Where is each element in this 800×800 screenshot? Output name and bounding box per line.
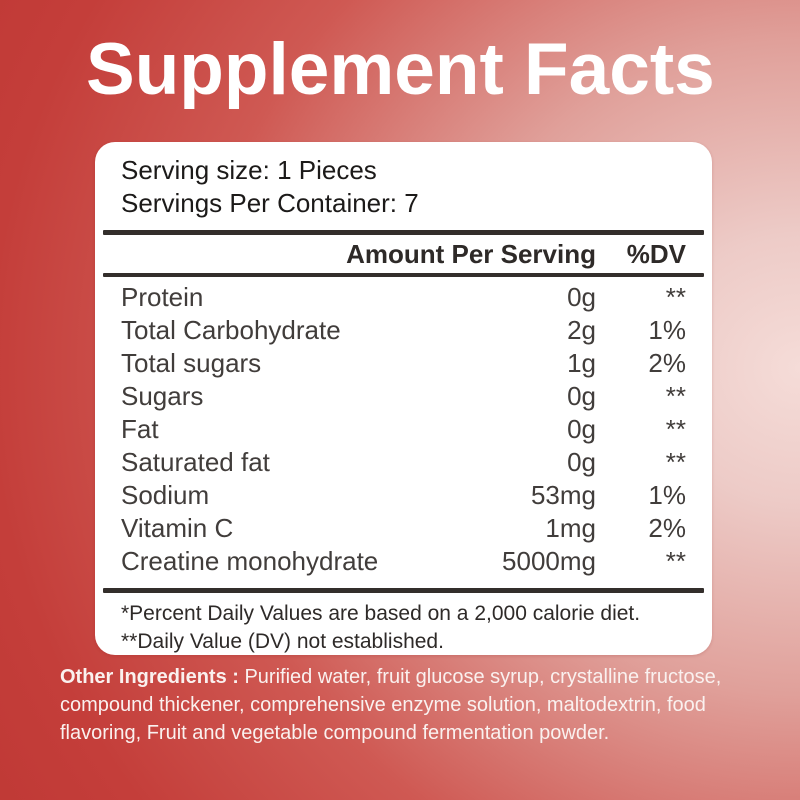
facts-table-header: [95, 235, 712, 273]
nutrient-amount: 1g: [567, 348, 596, 378]
footnotes: [95, 593, 712, 656]
nutrient-amount: 5000mg: [502, 546, 596, 576]
other-ingredients-text: Purified water, fruit glucose syrup, crystalline fructose, compound thickener, comprehensive enzyme solution, maltodextrin, food flavoring, Fruit and vegetable compound fermentation powder.: [60, 666, 722, 744]
nutrient-row: [121, 446, 686, 479]
nutrient-amount: 0g: [567, 447, 596, 477]
nutrient-row: [121, 281, 686, 314]
nutrient-amount: 0g: [567, 414, 596, 444]
nutrient-row: [121, 512, 686, 545]
nutrient-row: [121, 545, 686, 578]
nutrient-row: [121, 314, 686, 347]
nutrient-amount: 53mg: [530, 480, 596, 510]
nutrient-rows: [95, 277, 712, 578]
nutrient-label: Saturated fat: [121, 447, 270, 477]
other-ingredients-label: Other Ingredients :: [60, 666, 239, 688]
nutrient-amount: 1mg: [545, 513, 596, 543]
other-ingredients: [60, 663, 772, 747]
supplement-facts-panel: [95, 142, 712, 655]
footnote-line: *Percent Daily Values are based on a 2,000 calorie diet.: [121, 602, 641, 625]
nutrient-label: Sugars: [121, 381, 204, 411]
serving-size-line: Serving size: 1 Pieces: [121, 155, 377, 185]
nutrient-label: Vitamin C: [121, 513, 234, 543]
amount-per-serving-header: Amount Per Serving: [346, 238, 596, 269]
nutrient-amount: 0g: [567, 381, 596, 411]
serving-info: [95, 142, 712, 220]
nutrient-amount: 2g: [567, 315, 596, 345]
dv-header: %DV: [626, 238, 686, 269]
nutrient-label: Protein: [121, 282, 204, 312]
nutrient-label: Total sugars: [121, 348, 262, 378]
nutrient-row: [121, 413, 686, 446]
nutrient-dv: **: [665, 282, 686, 312]
nutrient-row: [121, 380, 686, 413]
nutrient-row: [121, 347, 686, 380]
nutrient-label: Total Carbohydrate: [121, 315, 341, 345]
nutrient-label: Fat: [121, 414, 159, 444]
nutrient-amount: 0g: [567, 282, 596, 312]
nutrient-label: Sodium: [121, 480, 210, 510]
nutrient-row: [121, 479, 686, 512]
nutrient-dv: 1%: [648, 315, 686, 345]
nutrient-label: Creatine monohydrate: [121, 546, 379, 576]
footnote-line: **Daily Value (DV) not established.: [121, 630, 444, 653]
nutrient-dv: **: [665, 414, 686, 444]
page-title: Supplement Facts: [86, 29, 715, 110]
nutrient-dv: 2%: [648, 348, 686, 378]
servings-per-container-line: Servings Per Container: 7: [121, 188, 419, 218]
nutrient-dv: **: [665, 447, 686, 477]
nutrient-dv: **: [665, 546, 686, 576]
nutrient-dv: 1%: [648, 480, 686, 510]
nutrient-dv: 2%: [648, 513, 686, 543]
nutrient-dv: **: [665, 381, 686, 411]
